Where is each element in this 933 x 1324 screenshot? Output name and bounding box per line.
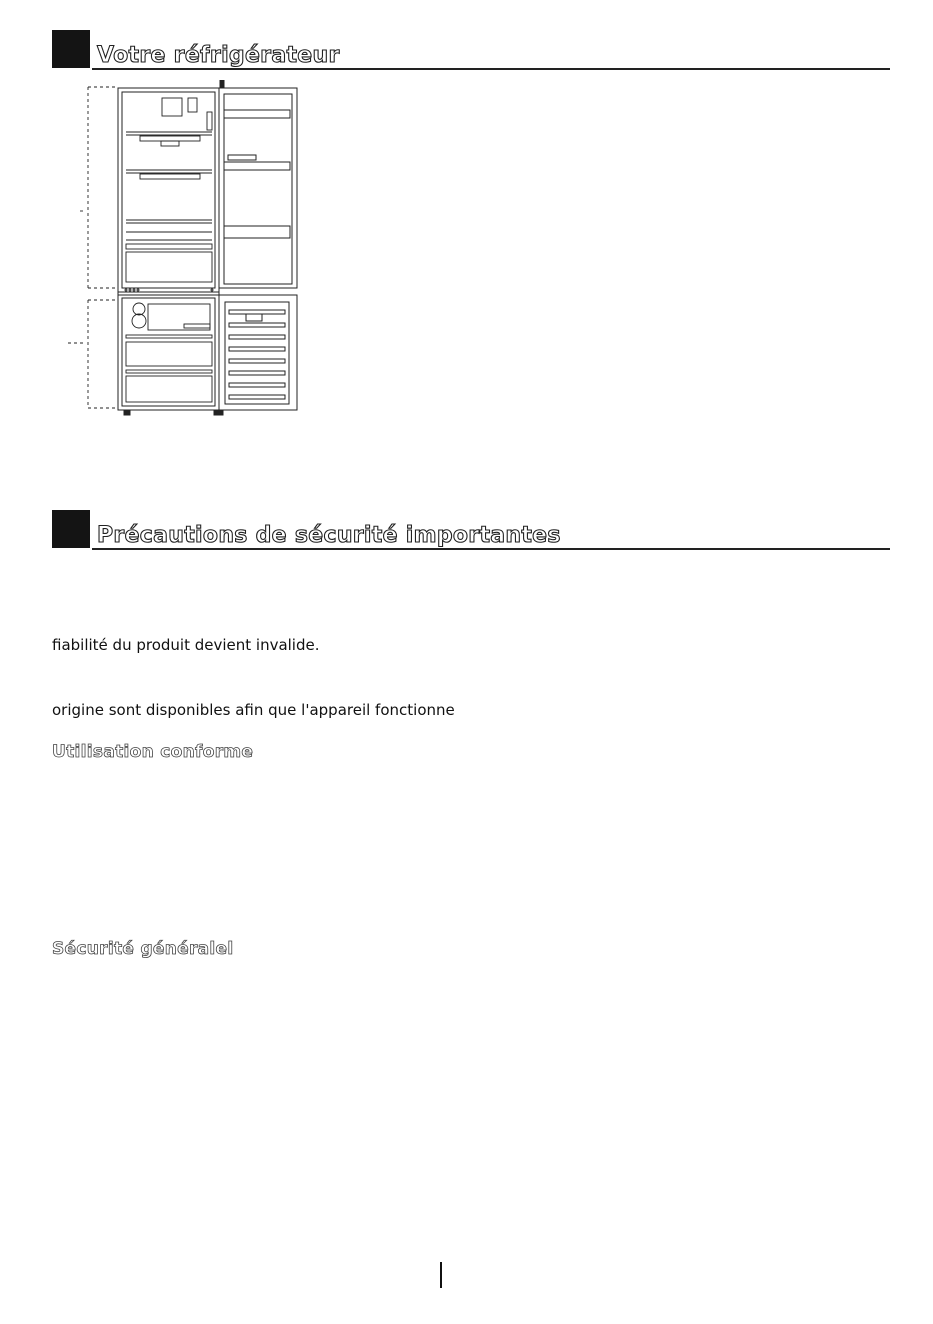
body-text-line: origine sont disponibles afin que l'appareil fonctionne bbox=[52, 701, 455, 719]
bracket-lines bbox=[68, 87, 117, 408]
section-rule bbox=[92, 68, 890, 70]
fridge-feet bbox=[124, 410, 220, 415]
subheading-utilisation: Utilisation conforme bbox=[52, 742, 254, 762]
section-title: Précautions de sécurité importantes bbox=[97, 523, 561, 548]
section-marker bbox=[52, 510, 90, 548]
section-header-safety bbox=[52, 510, 890, 550]
section-title: Votre réfrigérateur bbox=[97, 43, 340, 68]
freezer-compartment-internals bbox=[125, 289, 213, 402]
section-rule bbox=[92, 548, 890, 550]
freezer-door bbox=[217, 295, 297, 415]
fridge-compartment-internals bbox=[126, 98, 212, 282]
fridge-door-upper bbox=[219, 80, 297, 288]
subheading-securite: Sécurité généralel bbox=[52, 939, 234, 959]
fridge-diagram bbox=[62, 80, 307, 425]
section-marker bbox=[52, 30, 90, 68]
body-text-line: fiabilité du produit devient invalide. bbox=[52, 636, 320, 654]
section-header-fridge bbox=[52, 30, 890, 70]
page-marker bbox=[440, 1262, 442, 1288]
